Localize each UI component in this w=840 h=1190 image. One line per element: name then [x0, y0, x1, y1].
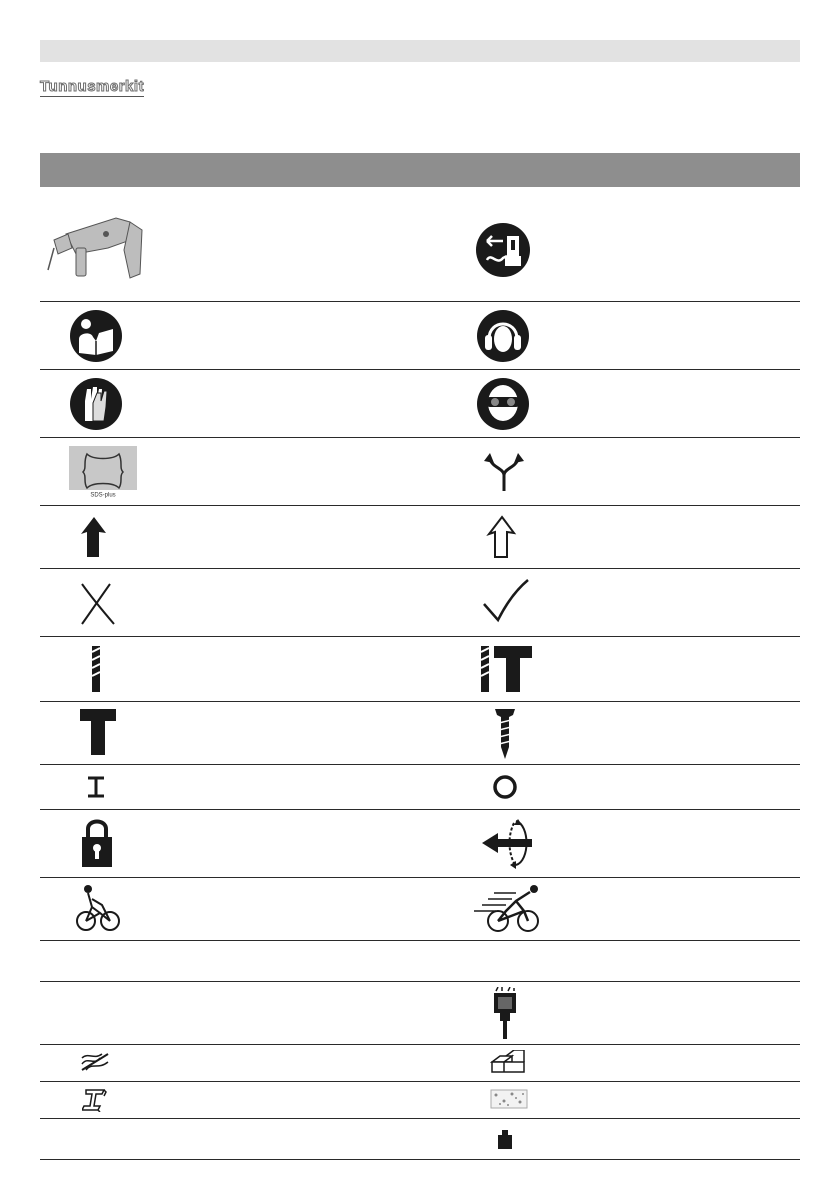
direction-arrows-icon — [482, 451, 526, 493]
table-cell — [460, 188, 800, 301]
high-speed-icon — [472, 883, 544, 933]
unplug-before-work-icon — [475, 222, 531, 278]
table-cell — [460, 981, 800, 1044]
table-cell — [40, 701, 420, 764]
page-heading: Tunnusmerkit — [40, 78, 145, 95]
drilling-icon — [89, 644, 103, 694]
concrete-icon — [490, 1089, 528, 1109]
table-row — [40, 701, 800, 765]
table-cell — [40, 636, 420, 701]
table-cell — [40, 301, 420, 369]
table-cell — [460, 701, 800, 764]
eye-protection-icon — [476, 377, 530, 431]
table-cell — [40, 809, 420, 877]
protective-gloves-icon — [69, 377, 123, 431]
masonry-icon — [490, 1050, 526, 1074]
low-speed-icon — [74, 883, 122, 933]
table-header — [40, 153, 800, 187]
table-cell — [460, 301, 800, 369]
table-cell — [40, 505, 420, 568]
wood-icon — [80, 1052, 110, 1072]
table-cell — [460, 877, 800, 940]
rotation-direction-icon — [480, 817, 536, 869]
table-row — [40, 764, 800, 810]
table-cell — [460, 437, 800, 505]
check-icon — [482, 578, 530, 624]
sds-plus-chuck-icon — [69, 446, 137, 498]
table-cell — [460, 568, 800, 636]
weight-icon — [497, 1128, 513, 1150]
ear-protection-icon — [476, 309, 530, 363]
top-bar — [40, 40, 800, 62]
table-cell — [40, 1118, 420, 1159]
table-cell — [460, 764, 800, 809]
table-cell — [40, 764, 420, 809]
dust-extraction-icon — [492, 987, 518, 1041]
table-row — [40, 369, 800, 438]
table-row — [40, 437, 800, 506]
hammer-drilling-icon — [478, 644, 534, 694]
read-manual-icon — [69, 309, 123, 363]
table-row — [40, 877, 800, 941]
table-cell — [40, 1081, 420, 1118]
lock-icon — [80, 817, 114, 869]
filled-arrow-up-icon — [78, 515, 110, 559]
table-cell — [460, 636, 800, 701]
chiselling-icon — [80, 707, 116, 757]
table-row — [40, 1081, 800, 1119]
table-row — [40, 505, 800, 569]
table-row — [40, 981, 800, 1045]
table-cell — [40, 1044, 420, 1081]
table-row — [40, 809, 800, 878]
switch-on-icon — [86, 776, 106, 798]
table-row — [40, 301, 800, 370]
table-row — [40, 1044, 800, 1082]
table-cell — [460, 505, 800, 568]
table-cell — [460, 369, 800, 437]
table-cell — [40, 568, 420, 636]
table-cell — [460, 1118, 800, 1159]
table-cell — [40, 437, 420, 505]
table-row — [40, 1118, 800, 1160]
outline-arrow-up-icon — [486, 515, 518, 559]
table-row — [40, 188, 800, 302]
metal-icon — [82, 1088, 108, 1112]
table-cell — [40, 188, 420, 301]
table-cell — [40, 369, 420, 437]
screwdriving-icon — [495, 707, 515, 761]
switch-off-icon — [492, 774, 518, 800]
table-row — [40, 940, 800, 982]
table-row — [40, 636, 800, 702]
table-cell — [460, 809, 800, 877]
cross-icon — [78, 580, 118, 626]
table-row — [40, 568, 800, 637]
power-tool-icon — [46, 204, 146, 288]
sds-plus-label: SDS-plus — [90, 492, 116, 498]
table-cell — [460, 1081, 800, 1118]
table-cell — [40, 981, 420, 1044]
table-cell — [460, 1044, 800, 1081]
table-cell — [40, 877, 420, 940]
